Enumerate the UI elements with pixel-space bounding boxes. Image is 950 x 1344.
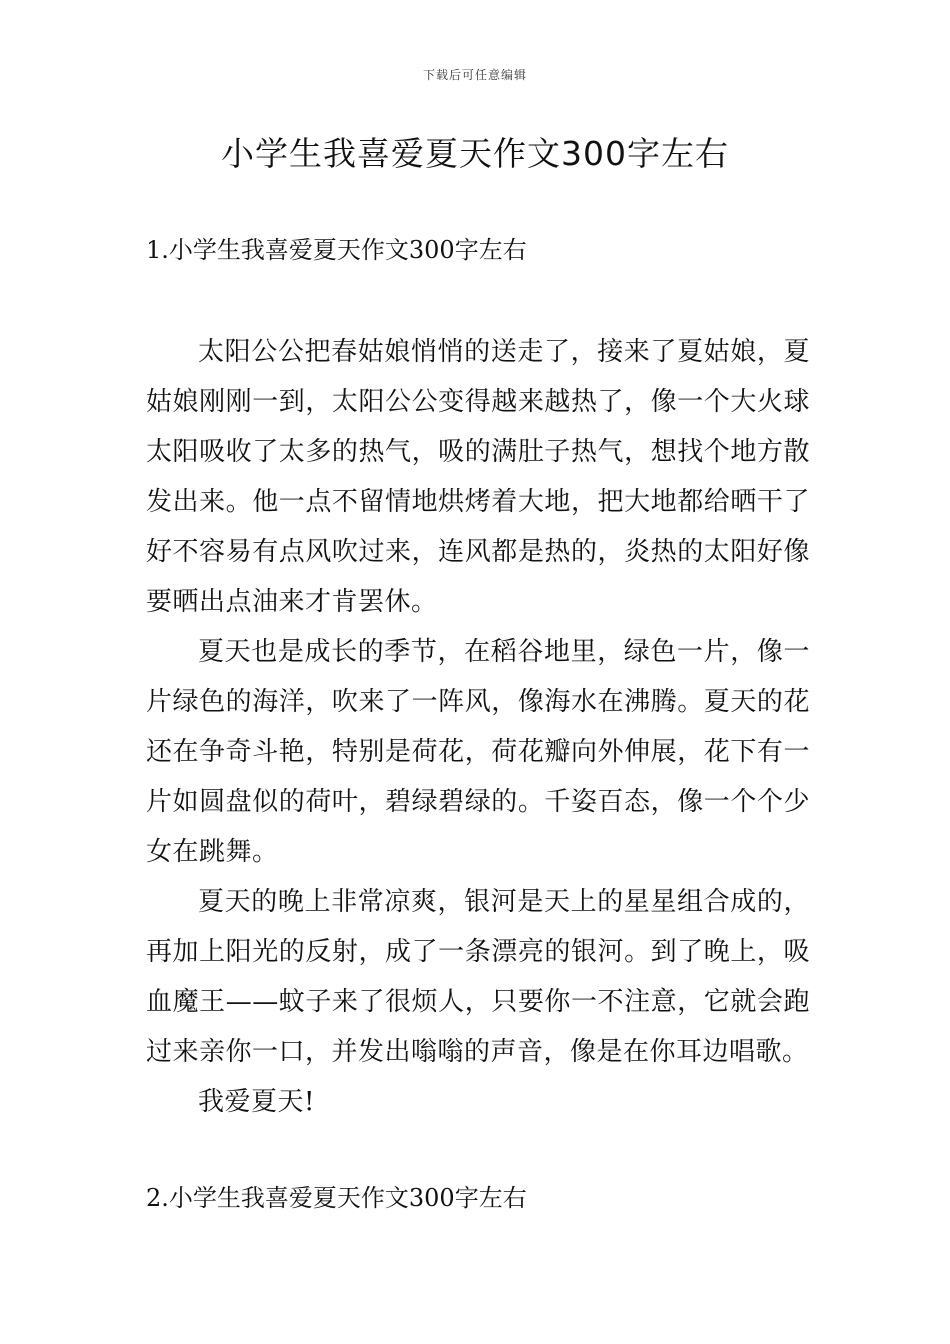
paragraph-4: 我爱夏天! — [198, 1087, 315, 1117]
section-heading-2: 2.小学生我喜爱夏天作文300字左右 — [146, 1184, 527, 1212]
paragraph-3: 夏天的晚上非常凉爽，银河是天上的星星组合成的，再加上阳光的反射，成了一条漂亮的银河。到了晚上，吸血魔王——蚊子来了很烦人，只要你一不注意，它就会跑过来亲你一口，并发出嗡嗡的声音，像是在你耳边唱歌。 — [146, 887, 810, 1067]
header-note: 下载后可任意编辑 — [422, 68, 527, 82]
section-1-body — [146, 327, 810, 1127]
paragraph-1: 太阳公公把春姑娘悄悄的送走了，接来了夏姑娘，夏姑娘刚刚一到，太阳公公变得越来越热了，像一个大火球太阳吸收了太多的热气，吸的满肚子热气，想找个地方散发出来。他一点不留情地烘烤着大地，把大地都给晒干了好不容易有点风吹过来，连风都是热的，炎热的太阳好像要晒出点油来才肯罢休。 — [146, 337, 810, 617]
paragraph-2: 夏天也是成长的季节，在稻谷地里，绿色一片，像一片绿色的海洋，吹来了一阵风，像海水在沸腾。夏天的花还在争奇斗艳，特别是荷花，荷花瓣向外伸展，花下有一片如圆盘似的荷叶，碧绿碧绿的。千姿百态，像一个个少女在跳舞。 — [146, 637, 810, 867]
document-title: 小学生我喜爱夏天作文300字左右 — [221, 134, 729, 173]
section-heading-1: 1.小学生我喜爱夏天作文300字左右 — [146, 236, 527, 264]
